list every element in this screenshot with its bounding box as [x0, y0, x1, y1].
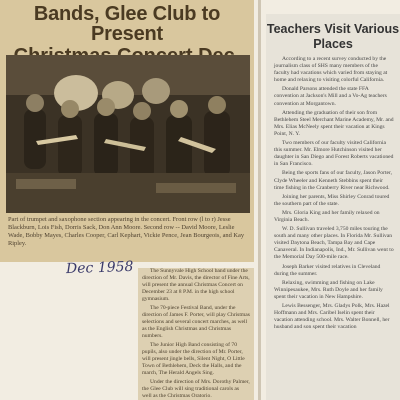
article-paragraph: Under the direction of Mrs. Dorothy Palmer, the Glee Club will sing traditional carols as well as the Christmas Oratorio. — [142, 378, 250, 399]
article-paragraph: According to a recent survey conducted by the journalism class of SHS many members of the faculty had vacations which varied from staying at home and relaxing to visiting colorful California. — [274, 56, 388, 84]
article-paragraph: Donald Parsons attended the state FFA convention at Jackson's Mill and a Vo-Ag teachers convention at Morgantown. — [274, 86, 387, 107]
article-paragraph: Two members of our faculty visited California this summer. Mr. Elmore Hutchinson visited her daughter in San Diego and Forest Roberts vacationed in San Francisco. — [274, 140, 394, 168]
concert-clipping — [0, 0, 254, 262]
band-photo-image — [6, 55, 250, 213]
band-photo — [6, 55, 250, 213]
article-paragraph: Lewis Bessenger, Mrs. Gladys Polk, Mrs. Hazel Hoffmann and Mrs. Caribel Iselin spent their vacation attending school. Mrs. Walter Bonnell, her husband and son spent their vacation — [274, 303, 390, 331]
article-paragraph: Joseph Barker visited relatives in Cleveland during the summer. — [274, 263, 381, 277]
article-paragraph: Being the sports fans of our faculty, Jason Porter, Clyde Wheeler and Kenneth Stebbins spent their time fishing in the Cranberry River near Richwood. — [274, 170, 393, 191]
photo-caption: Part of trumpet and saxophone section appearing in the concert. Front row (l to r) Jesse Blackburn, Lois Fish, Dorris Sack, Don Ann Moore. Second row -- David Moore, Leslie Wade, Bobby Mayes, Charles Cooper, Carl Kephart, Vickie Pence, Jean Bourgeois, and Kay Ripley. — [8, 216, 245, 247]
article-paragraph: The Sunnyvale High School band under the direction of Mr. Davis, the director of Fine Arts, will present the annual Christmas Concert on December 23 at 8 P.M. in the high school gymnasium. — [142, 268, 250, 302]
article-paragraph: Relaxing, swimming and fishing on Lake Winnipesaukee, Mrs. Ruth Doyle and her family spent their vacation in New Hampshire. — [274, 279, 383, 300]
teachers-article-body — [266, 52, 400, 331]
headline-line-1: Bands, Glee Club to Present — [33, 3, 221, 45]
article-paragraph: The Junior High Band consisting of 70 pupils, also under the direction of Mr. Porter, will present jingle bells, Silent Night, O Little Town of Bethlehem, Deck the Halls, and the march, The Herald Angels Sing. — [142, 341, 245, 376]
article-paragraph: Joining her parents, Miss Shirley Conrad toured the southern part of the state. — [274, 193, 390, 207]
page-divider — [258, 0, 261, 400]
concert-article-text — [138, 268, 254, 400]
article-paragraph: W. D. Sullivan traveled 3,750 miles touring the south and many other places. In Florida Mr. Sullivan visited Daytona Beach, Tampa Bay and Cape Canaveral. In Indianapolis, Ind., Mr. Sullivan went to the Memorial Day 500-mile race. — [274, 226, 394, 261]
teachers-headline: Teachers Visit Various Places — [266, 22, 400, 51]
article-paragraph: The 70-piece Festival Band, under the direction of James F. Porter, will play Christmas selections and several concert marches, as well as the English Christmas and Christmas numbers. — [142, 304, 250, 339]
teachers-clipping — [266, 14, 400, 400]
article-paragraph: Mrs. Gloria King and her family relaxed on Virginia Beach. — [274, 209, 380, 223]
article-paragraph: Attending the graduation of their son from Bethlehem Steel Merchant Marine Academy, Mr. and Mrs. Elias McNeely spent their vacation at Kings Point, N. Y. — [274, 109, 394, 137]
handwritten-date: Dec 1958 — [65, 258, 134, 278]
